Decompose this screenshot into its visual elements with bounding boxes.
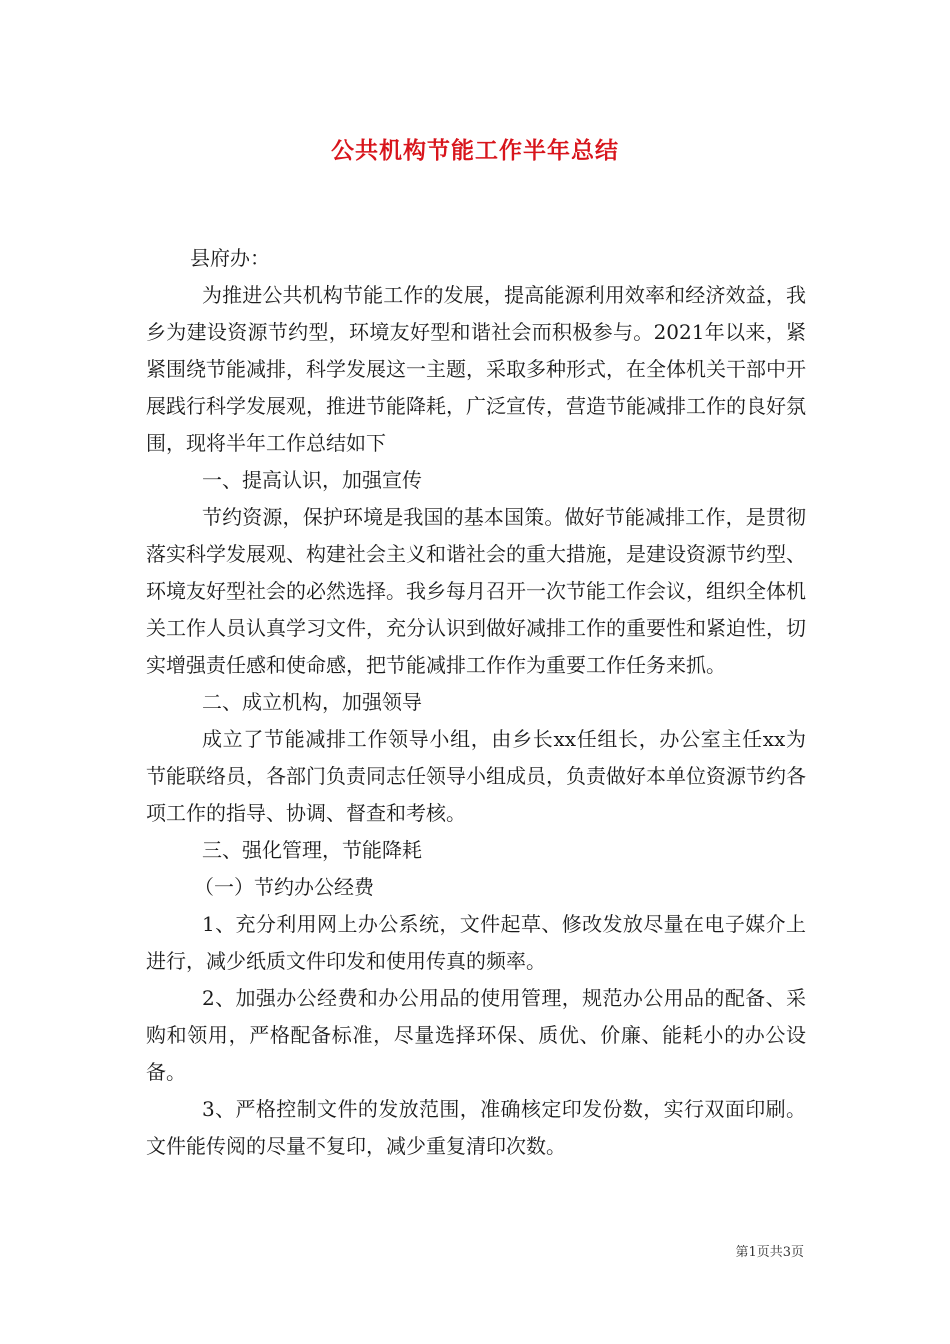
list-item-1: 1、充分利用网上办公系统，文件起草、修改发放尽量在电子媒介上进行，减少纸质文件印发和使用传真的频率。: [146, 912, 806, 973]
page-indicator: 第1页共3页: [735, 1245, 804, 1260]
list-item-2: 2、加强办公经费和办公用品的使用管理，规范办公用品的配备、采购和领用，严格配备标准，尽量选择环保、质优、价廉、能耗小的办公设备。: [146, 986, 806, 1084]
subsection-heading-1: （一）节约办公经费: [194, 875, 374, 899]
section-1-paragraph: 节约资源，保护环境是我国的基本国策。做好节能减排工作，是贯彻落实科学发展观、构建社会主义和谐社会的重大措施，是建设资源节约型、环境友好型社会的必然选择。我乡每月召开一次节能工作会议，组织全体机关工作人员认真学习文件，充分认识到做好减排工作的重要性和紧迫性，切实增强责任感和使命感，把节能减排工作作为重要工作任务来抓。: [146, 505, 806, 677]
intro-paragraph: 为推进公共机构节能工作的发展，提高能源利用效率和经济效益，我乡为建设资源节约型，环境友好型和谐社会而积极参与。2021年以来，紧紧围绕节能减排，科学发展这一主题，采取多种形式，在全体机关干部中开展践行科学发展观，推进节能降耗，广泛宣传，营造节能减排工作的良好氛围，现将半年工作总结如下: [146, 283, 806, 455]
section-heading-2: 二、成立机构，加强领导: [202, 690, 422, 714]
document-title: 公共机构节能工作半年总结: [331, 137, 619, 164]
document-body: [146, 240, 806, 1165]
salutation: 县府办：: [190, 246, 270, 270]
section-2-paragraph: 成立了节能减排工作领导小组，由乡长xx任组长，办公室主任xx为节能联络员，各部门负责同志任领导小组成员，负责做好本单位资源节约各项工作的指导、协调、督查和考核。: [146, 727, 806, 825]
list-item-3: 3、严格控制文件的发放范围，准确核定印发份数，实行双面印刷。文件能传阅的尽量不复印，减少重复清印次数。: [146, 1097, 806, 1158]
section-heading-1: 一、提高认识，加强宣传: [202, 468, 422, 492]
section-heading-3: 三、强化管理，节能降耗: [202, 838, 422, 862]
